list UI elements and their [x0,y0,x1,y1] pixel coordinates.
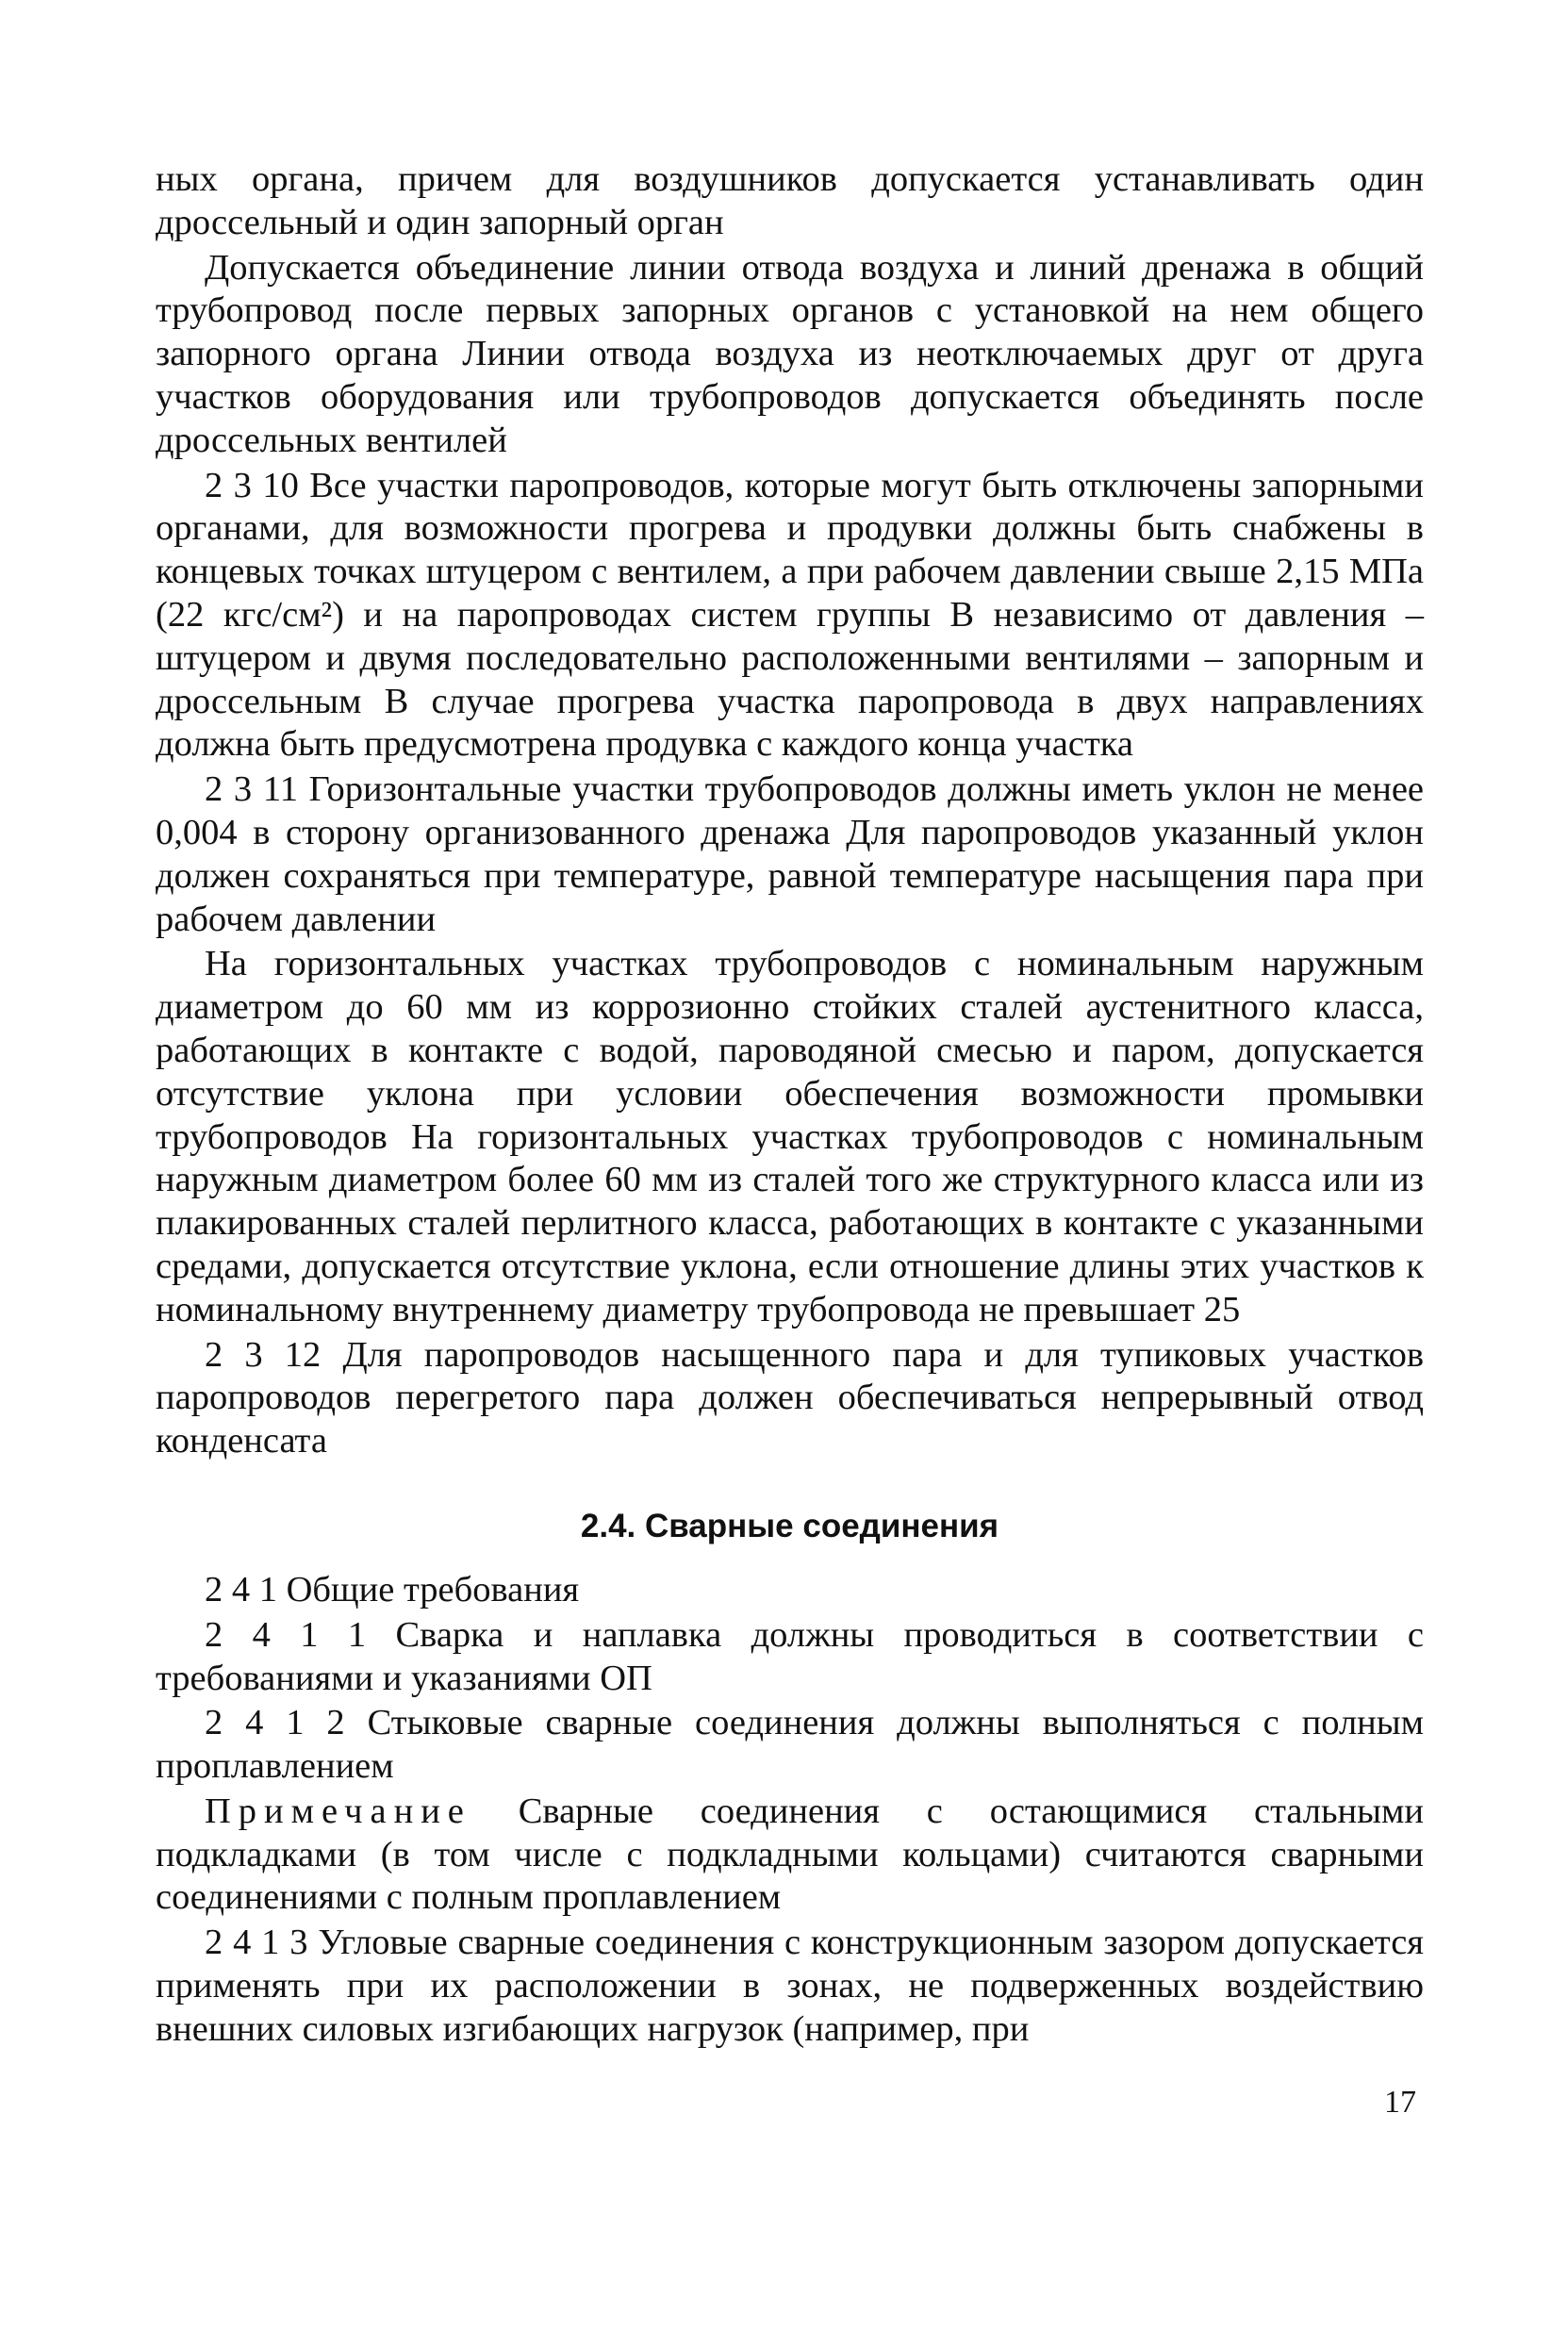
paragraph-2-3-11: 2 3 11 Горизонтальные участки трубопроводов должны иметь уклон не менее 0,004 в сторону организованного дренажа Для паропроводов указанный уклон должен сохраняться при температуре, равной температуре насыщения пара при рабочем давлении [156,769,1424,939]
paragraph-2-4-1-3: 2 4 1 3 Угловые сварные соединения с конструкционным зазором допускается применять при их расположении в зонах, не подверженных воздействию внешних силовых изгибающих нагрузок (например, при [156,1923,1424,2049]
paragraph-2-4-1: 2 4 1 Общие требования [205,1569,580,1609]
page-number: 17 [1384,2085,1416,2120]
paragraph-drain-lines: Допускается объединение линии отвода воздуха и линий дренажа в общий трубопровод после первых запорных органов с установкой на нем общего запорного органа Линии отвода воздуха из неотключаемых друг от друга участков оборудования или трубопроводов допускается объединять после дроссельных вентилей [156,247,1424,460]
paragraph-2-4-1-1: 2 4 1 1 Сварка и наплавка должны проводиться в соответствии с требованиями и указаниями ОП [156,1614,1424,1698]
document-page [156,158,1424,2052]
paragraph-2-3-12: 2 3 12 Для паропроводов насыщенного пара и для тупиковых участков паропроводов перегретого пара должен обеспечиваться непрерывный отвод конденсата [156,1334,1424,1461]
paragraph-horizontal-sections: На горизонтальных участках трубопроводов с номинальным наружным диаметром до 60 мм из коррозионно стойких сталей аустенитного класса, работающих в контакте с водой, пароводяной смесью и паром, допускается отсутствие уклона при условии обеспечения возможности промывки трубопроводов На горизонтальных участках трубопроводов с номинальным наружным диаметром более 60 мм из сталей того же структурного класса или из плакированных сталей перлитного класса, работающих в контакте с указанными средами, допускается отсутствие уклона, если отношение длины этих участков к номинальному внутреннему диаметру трубопровода не превышает 25 [156,944,1424,1329]
paragraph-continuation: ных органа, причем для воздушников допускается устанавливать один дроссельный и один запорный орган [156,159,1424,242]
note-paragraph [156,1791,1424,1920]
note-text: Сварные соединения с остающимися стальными подкладками (в том числе с подкладными кольцами) считаются сварными соединениями с полным проплавлением [156,1791,1424,1918]
paragraph-2-3-10: 2 3 10 Все участки паропроводов, которые могут быть отключены запорными органами, для возможности прогрева и продувки должны быть снабжены в концевых точках штуцером с вентилем, а при рабочем давлении свыше 2,15 МПа (22 кгс/см²) и на паропроводах систем группы В независимо от давления – штуцером и двумя последовательно расположенными вентилями – запорным и дроссельным В случае прогрева участка паропровода в двух направлениях должна быть предусмотрена продувка с каждого конца участка [156,465,1424,765]
section-heading-welded-joints: 2.4. Сварные соединения [580,1507,999,1544]
paragraph-2-4-1-2: 2 4 1 2 Стыковые сварные соединения должны выполняться с полным проплавлением [156,1703,1424,1787]
note-label: Примечание [205,1791,471,1831]
